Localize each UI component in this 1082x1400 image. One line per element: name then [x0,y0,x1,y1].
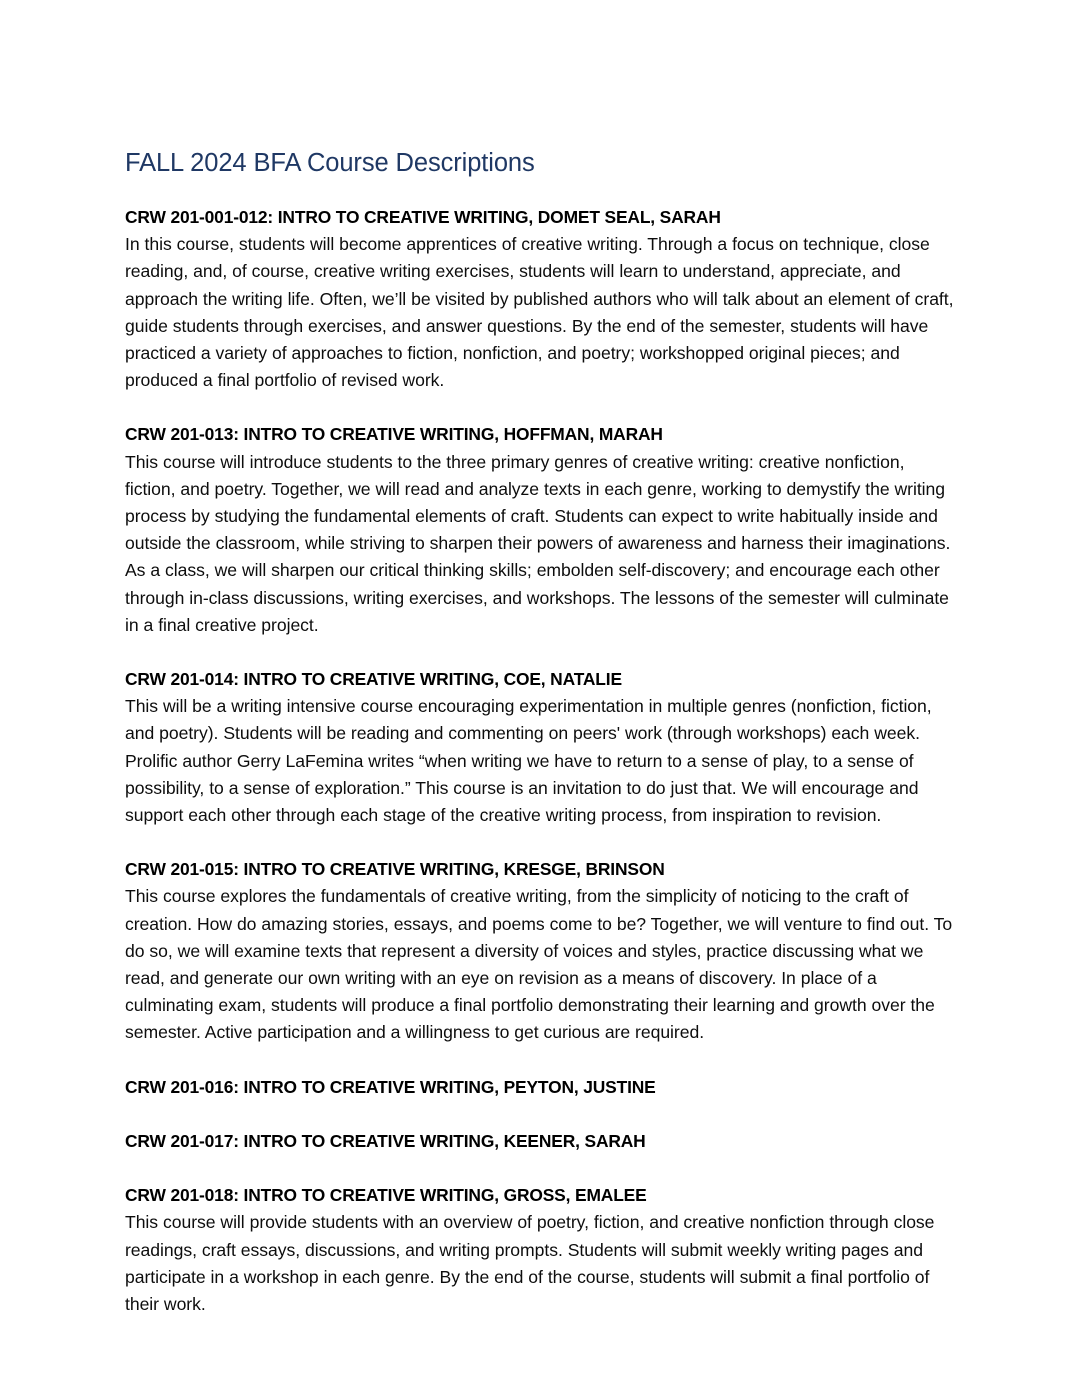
course-entry [125,421,958,639]
course-description: This will be a writing intensive course encouraging experimentation in multiple genres (nonfiction, fiction, and poetry). Students will be reading and commenting on peers' work (through workshops) each week. Prolific author Gerry LaFemina writes “when writing we have to return to a sense of play, to a sense of possibility, to a sense of exploration.” This course is an invitation to do just that. We will encourage and support each other through each stage of the creative writing process, from inspiration to revision. [125,696,932,826]
course-entry [125,204,958,394]
page-title: FALL 2024 BFA Course Descriptions [125,149,535,177]
course-heading: CRW 201-017: INTRO TO CREATIVE WRITING, KEENER, SARAH [125,1130,646,1151]
course-entry [125,856,958,1046]
course-entry [125,1074,958,1101]
course-entry [125,1128,958,1155]
course-entry [125,666,958,829]
course-heading: CRW 201-015: INTRO TO CREATIVE WRITING, KRESGE, BRINSON [125,859,665,880]
course-description-list [125,204,958,1318]
course-heading: CRW 201-014: INTRO TO CREATIVE WRITING, COE, NATALIE [125,669,622,690]
course-heading: CRW 201-016: INTRO TO CREATIVE WRITING, PEYTON, JUSTINE [125,1076,656,1097]
course-description: This course will introduce students to the three primary genres of creative writing: creative nonfiction, fiction, and poetry. Together, we will read and analyze texts in each genre, working to demystify the writing process by studying the fundamental elements of craft. Students can expect to write habitually inside and outside the classroom, while striving to sharpen their powers of awareness and harness their imaginations. As a class, we will sharpen our critical thinking skills; embolden self-discovery; and encourage each other through in-class discussions, writing exercises, and workshops. The lessons of the semester will culminate in a final creative project. [125,451,951,635]
course-heading: CRW 201-001-012: INTRO TO CREATIVE WRITING, DOMET SEAL, SARAH [125,207,721,227]
course-description: In this course, students will become apprentices of creative writing. Through a focus on technique, close reading, and, of course, creative writing exercises, students will learn to understand, appreciate, and approach the writing life. Often, we’ll be visited by published authors who will talk about an element of craft, guide students through exercises, and answer questions. By the end of the semester, students will have practiced a variety of approaches to fiction, nonfiction, and poetry; workshopped original pieces; and produced a final portfolio of revised work. [125,234,954,391]
course-entry [125,1182,958,1318]
course-heading: CRW 201-018: INTRO TO CREATIVE WRITING, GROSS, EMALEE [125,1185,647,1206]
course-description: This course will provide students with an overview of poetry, fiction, and creative nonfiction through close readings, craft essays, discussions, and writing prompts. Students will submit weekly writing pages and participate in a workshop in each genre. By the end of the course, students will submit a final portfolio of their work. [125,1212,935,1314]
course-heading: CRW 201-013: INTRO TO CREATIVE WRITING, HOFFMAN, MARAH [125,424,663,445]
course-description: This course explores the fundamentals of creative writing, from the simplicity of noticing to the craft of creation. How do amazing stories, essays, and poems come to be? Together, we will venture to find out. To do so, we will examine texts that represent a diversity of voices and styles, practice discussing what we read, and generate our own writing with an eye on revision as a means of discovery. In place of a culminating exam, students will produce a final portfolio demonstrating their learning and growth over the semester. Active participation and a willingness to get curious are required. [125,886,953,1043]
